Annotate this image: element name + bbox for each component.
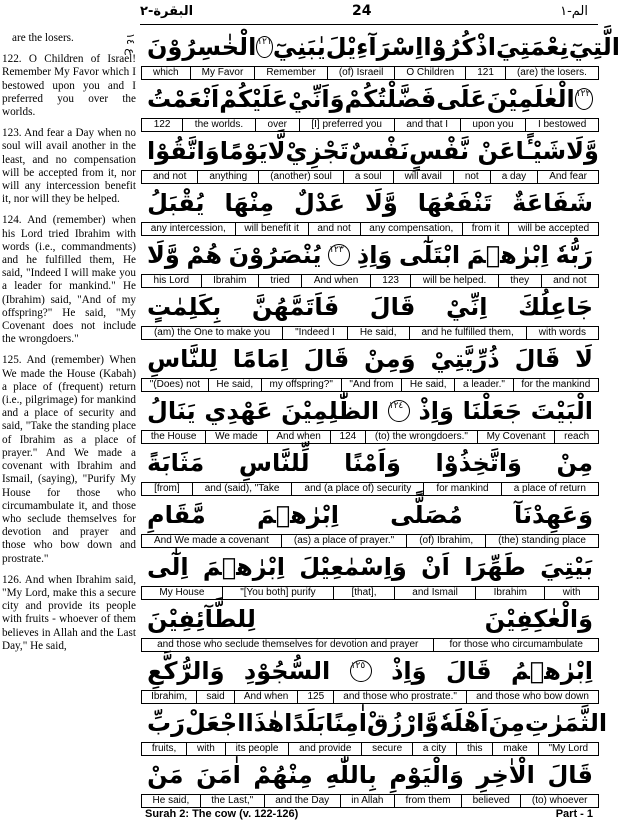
arabic-word: الَّتِيٓ (568, 33, 620, 61)
english-gloss: anything (197, 171, 258, 183)
arabic-word: مِنْهُمْ (253, 761, 313, 789)
arabic-word: وَاِسْمٰعِيْلَ (299, 553, 407, 581)
english-gloss: Remember (254, 67, 327, 79)
english-gloss: a city (412, 743, 456, 755)
arabic-word: تَنْفَعُهَا (417, 189, 493, 217)
english-gloss: [I] preferred you (299, 119, 394, 131)
arabic-word: ابْتَلٰٓى (399, 241, 461, 269)
english-gloss: tried (258, 275, 301, 287)
arabic-word: الْبَيْتَ (530, 397, 593, 425)
ruku-marker: ع ١٤ (124, 33, 137, 55)
arabic-word: الْخٰسِرُوْنَ (147, 33, 257, 61)
english-gloss: over (255, 119, 299, 131)
word-by-word-grid (141, 28, 620, 808)
english-gloss: will be accepted (508, 223, 598, 235)
english-gloss: will avail (393, 171, 453, 183)
english-gloss: 123 (370, 275, 411, 287)
arabic-word: بَيْتِيَ (540, 553, 593, 581)
arabic-word: الْاٰخِرِ (476, 761, 535, 789)
arabic-line (141, 704, 608, 742)
english-gloss: and those who bow down (466, 691, 598, 703)
english-gloss: 122 (153, 119, 171, 130)
arabic-line (141, 496, 599, 534)
arabic-word: وَاَنِّيْ (288, 85, 345, 113)
ayah-number-marker: ١٢١ (256, 36, 273, 58)
arabic-word: رَبِّ (147, 709, 185, 737)
header-divider (140, 24, 598, 25)
english-gloss-line (141, 794, 599, 808)
arabic-line (141, 600, 599, 638)
english-gloss: (as) a place of prayer." (281, 535, 406, 547)
english-gloss: any compensation, (360, 223, 462, 235)
arabic-word: هُمْ (186, 241, 222, 269)
arabic-word: لِلنَّاسِ (147, 345, 218, 373)
english-gloss: this (456, 743, 492, 755)
english-gloss-line (141, 378, 599, 392)
english-gloss: Ibrahim, (151, 691, 188, 702)
arabic-word: لِّلنَّاسِ (238, 449, 310, 477)
english-gloss: And when (267, 431, 330, 443)
arabic-word: اٰمِنًا (325, 709, 367, 737)
arabic-word: يُنْصَرُوْنَ (228, 241, 322, 269)
arabic-word: قَالَ (547, 761, 593, 789)
english-gloss: 121 (465, 67, 505, 79)
english-gloss-line (141, 170, 599, 184)
english-gloss: said (196, 691, 234, 703)
english-gloss: and he fulfilled them, (409, 327, 526, 339)
translation-continuation: are the losers. (12, 32, 74, 44)
arabic-word: فَضَّلْتُكُمْ (344, 85, 437, 113)
english-gloss-line (141, 430, 599, 444)
english-gloss: 125 (297, 691, 333, 703)
english-gloss: and those who seclude themselves for devotion and prayer (157, 639, 419, 650)
arabic-line (141, 392, 599, 430)
english-gloss: [that], (333, 587, 394, 599)
arabic-word: مِنْهَا (224, 189, 275, 217)
arabic-word: نِعْمَتِيَ (495, 33, 569, 61)
english-gloss: and those who prostrate." (333, 691, 466, 703)
arabic-line (141, 444, 599, 482)
arabic-word: جَعَلْنَا (462, 397, 523, 425)
english-gloss: Ibrahim (201, 275, 258, 287)
arabic-word: اِسْرَآءِيْلَ (325, 33, 424, 61)
arabic-word: شَيْـًٔا (515, 137, 567, 165)
arabic-line (141, 132, 599, 170)
english-gloss: (of) Ibrahim, (406, 535, 485, 547)
english-gloss-line (141, 482, 599, 496)
english-gloss: for mankind (423, 483, 500, 495)
english-gloss: with words (526, 327, 598, 339)
english-gloss: (am) the One to make you (153, 327, 271, 338)
english-gloss: He said, (152, 795, 190, 806)
arabic-word: مَنْ (147, 761, 184, 789)
arabic-word: الْعٰلَمِيْنَ (486, 85, 575, 113)
english-gloss: reach (554, 431, 598, 443)
english-gloss: from them (394, 795, 461, 807)
arabic-word: عَهْدِي (204, 397, 273, 425)
arabic-word: اَنْ (421, 553, 450, 581)
english-gloss: My House (159, 587, 205, 598)
arabic-word: اِبْرٰهٖمُ (510, 657, 593, 685)
english-gloss: Ibrahim (475, 587, 544, 599)
arabic-line (141, 756, 599, 794)
footer-part: Part - 1 (555, 808, 593, 820)
english-gloss: its people (225, 743, 289, 755)
arabic-word: بَلَدًا (284, 709, 326, 737)
ayah-number-marker: ١٢٣ (328, 244, 350, 266)
arabic-word: وَمِنْ (364, 345, 416, 373)
arabic-word: لِلطَّآئِفِيْنَ (147, 605, 256, 633)
english-gloss: a place of return (501, 483, 598, 495)
arabic-word: قَالَ (445, 657, 492, 685)
arabic-word: مِنْ (556, 449, 593, 477)
english-gloss: And fear (537, 171, 598, 183)
english-gloss: the House (150, 431, 197, 442)
surah-header: البقرة-٢ (140, 4, 194, 19)
english-gloss: and (a place of) security (291, 483, 423, 495)
arabic-word: شَفَاعَةٌ (512, 189, 593, 217)
arabic-word: اِبْرٰهٖمَ (256, 501, 339, 529)
english-gloss: from it (462, 223, 508, 235)
english-gloss: 124 (330, 431, 365, 443)
arabic-word: وَالْيَوْمِ (389, 761, 464, 789)
ayah-number-marker: ١٢٤ (388, 400, 410, 422)
arabic-word: رَبُّهٗ (555, 241, 593, 269)
arabic-word: تَجْزِيْ (285, 137, 349, 165)
english-gloss: (are) the losers. (505, 67, 598, 79)
page-number: 24 (352, 3, 372, 19)
english-gloss: and provide (288, 743, 361, 755)
arabic-line (141, 184, 599, 222)
arabic-word: مَّقَامِ (147, 501, 206, 529)
arabic-word: مَثَابَةً (147, 449, 205, 477)
english-gloss: a leader." (454, 379, 512, 391)
english-gloss: not (453, 171, 490, 183)
arabic-word: وَّلَا (147, 241, 180, 269)
english-gloss: (another) soul (258, 171, 343, 183)
arabic-line (141, 236, 599, 274)
english-gloss: and not (308, 223, 360, 235)
arabic-word: اَهْلَهٗ (439, 709, 489, 737)
arabic-line (141, 340, 599, 378)
english-gloss: and (said), "Take (192, 483, 292, 495)
arabic-word: مِنَ (488, 709, 525, 737)
arabic-word: عَدْلٌ (293, 189, 346, 217)
arabic-word: وَاِذِ (356, 241, 393, 269)
english-gloss: And when (301, 275, 369, 287)
english-gloss: make (492, 743, 537, 755)
translation-column (2, 26, 136, 816)
english-gloss: (of) Israeil (327, 67, 395, 79)
english-gloss: fruits, (151, 743, 177, 754)
english-gloss: We made (205, 431, 266, 443)
arabic-word: لَا (575, 345, 593, 373)
english-gloss: My Favor (190, 67, 255, 79)
arabic-word: اذْكُرُوْا (423, 33, 496, 61)
arabic-word: اجْعَلْ (184, 709, 246, 737)
english-gloss: I bestowed (525, 119, 598, 131)
english-gloss: a day (490, 171, 537, 183)
english-gloss-line (141, 534, 599, 548)
arabic-word: بِكَلِمٰتٍ (147, 293, 222, 321)
arabic-word: بِاللّٰهِ (325, 761, 377, 789)
english-gloss: and that I (394, 119, 460, 131)
english-gloss: in Allah (340, 795, 394, 807)
arabic-line (141, 80, 599, 118)
english-gloss: and not (541, 275, 598, 287)
translation-verse-122: 122. O Children of Israel! Remember My Favor which I bestowed upon you and I preferred you over the worlds. (2, 53, 136, 119)
english-gloss: My Covenant (477, 431, 555, 443)
arabic-word: هٰذَا (245, 709, 285, 737)
juz-header: الم-١ (560, 4, 588, 19)
arabic-word: اِنِّيْ (445, 293, 488, 321)
page-footer (141, 808, 599, 824)
ayah-number-marker: ١٢٢ (575, 88, 593, 110)
arabic-word: اَنْعَمْتُ (147, 85, 220, 113)
arabic-word: وَعَهِدْنَآ (513, 501, 593, 529)
english-gloss: And We made a covenant (153, 535, 269, 546)
arabic-word: قَالَ (303, 345, 350, 373)
english-gloss: [from] (154, 483, 180, 494)
arabic-word: اِبْرٰهٖمَ (466, 241, 549, 269)
arabic-word: قَالَ (514, 345, 561, 373)
arabic-word: يٰبَنِيٓ (272, 33, 326, 61)
arabic-word: وَالرُّكَّعِ (147, 657, 225, 685)
arabic-word: وَّلَا (365, 189, 398, 217)
arabic-word: مُصَلًّى (390, 501, 463, 529)
english-gloss: He said, (347, 327, 409, 339)
arabic-word: يَنَالُ (147, 397, 196, 425)
page-header (140, 2, 598, 24)
english-gloss: "(Does) not (149, 379, 200, 390)
english-gloss-line (141, 586, 599, 600)
english-gloss: will benefit it (235, 223, 308, 235)
arabic-word: عَنْ نَّفْسٍ (408, 137, 516, 165)
english-gloss: And when (234, 691, 298, 703)
translation-verse-123: 123. And fear a Day when no soul will avail another in the least, and no compensation will be accepted from it, nor will any intercession benefit it, nor will they be helped. (2, 127, 136, 206)
arabic-word: نَفْسٌ (348, 137, 409, 165)
english-gloss: (the) standing place (485, 535, 598, 547)
translation-verse-126: 126. And when Ibrahim said, "My Lord, make this a secure city and provide its people with fruits - whoever of them believes in Allah and the Last Day," He said, (2, 573, 136, 652)
footer-surah: Surah 2: The cow (v. 122-126) (145, 808, 299, 820)
arabic-word: الثَّمَرٰتِ (524, 709, 608, 737)
english-gloss: which (152, 67, 179, 78)
arabic-word: عَلَيْكُمْ (219, 85, 289, 113)
english-gloss: and Ismail (394, 587, 475, 599)
arabic-word: عَلَى (436, 85, 487, 113)
arabic-word: وَّارْزُقْ (366, 709, 440, 737)
arabic-word: وَاتَّخِذُوْا (435, 449, 522, 477)
english-gloss-line (141, 638, 599, 652)
english-gloss: He said, (208, 379, 261, 391)
arabic-word: جَاعِلُكَ (518, 293, 593, 321)
arabic-word: اٰمَنَ (196, 761, 241, 789)
english-gloss: He said, (401, 379, 454, 391)
english-gloss-line (141, 118, 599, 132)
arabic-word: فَاَتَمَّهُنَّ (251, 293, 340, 321)
arabic-word: وَاَمْنًا (344, 449, 401, 477)
arabic-word: السُّجُوْدِ (243, 657, 331, 685)
english-gloss: will be helped. (410, 275, 497, 287)
ayah-number-marker: ١٢٥ (350, 660, 372, 682)
english-gloss: secure (361, 743, 412, 755)
arabic-line (141, 28, 620, 66)
english-gloss: with (544, 587, 598, 599)
english-gloss-line (141, 222, 599, 236)
english-gloss: and not (153, 171, 187, 182)
english-gloss: my offspring?" (261, 379, 341, 391)
english-gloss-line (141, 742, 599, 756)
english-gloss-line (141, 690, 599, 704)
arabic-word: قَالَ (369, 293, 416, 321)
arabic-word: يُقْبَلُ (147, 189, 205, 217)
english-gloss: for those who circumambulate (433, 639, 598, 651)
arabic-word: طَهِّرَا (464, 553, 526, 581)
arabic-word: اِبْرٰهٖمَ (202, 553, 285, 581)
arabic-word: وَاِذْ (391, 657, 427, 685)
english-gloss-line (141, 274, 599, 288)
english-gloss: upon you (460, 119, 526, 131)
english-gloss: "My Lord (538, 743, 598, 755)
arabic-word: وَّلَا (566, 137, 599, 165)
english-gloss-line (141, 66, 599, 80)
arabic-word: لَّا (267, 137, 286, 165)
arabic-word: وَالْعٰكِفِيْنَ (484, 605, 593, 633)
arabic-word: وَاِذْ (418, 397, 454, 425)
english-gloss: "And from (341, 379, 402, 391)
english-gloss: (to) the wrongdoers." (365, 431, 477, 443)
english-gloss: "Indeed I (282, 327, 347, 339)
english-gloss: with (186, 743, 225, 755)
english-gloss: "[You both] purify (222, 587, 333, 599)
english-gloss: any intercession, (150, 223, 226, 234)
arabic-word: الظّٰلِمِيْنَ (281, 397, 380, 425)
arabic-line (141, 288, 599, 326)
english-gloss: (to) whoever (520, 795, 598, 807)
english-gloss: they (498, 275, 541, 287)
english-gloss: and the Day (264, 795, 340, 807)
english-gloss: the worlds. (182, 119, 255, 131)
english-gloss: a soul (343, 171, 393, 183)
english-gloss: for the mankind (513, 379, 598, 391)
english-gloss: O Children (394, 67, 465, 79)
translation-verse-125: 125. And (remember) When We made the House (Kabah) a place of (frequent) return (i.e., pilgrimage) for mankind and a place of security and said, "Take the standing place of Ibrahim as a place of prayer." And We made a covenant with Ibrahim and Ismail, (saying), "Purify My House for those who circumambulate it, and those who seclude themselves for devotion and prayer and those who bow down and prostrate." (2, 354, 136, 565)
english-gloss: his Lord (153, 275, 190, 286)
arabic-word: وَاتَّقُوْا (147, 137, 220, 165)
arabic-line (141, 652, 599, 690)
arabic-word: اِلٰٓى (147, 553, 189, 581)
arabic-line (141, 548, 599, 586)
english-gloss: the Last," (200, 795, 264, 807)
arabic-word: ذُرِّيَّتِيْ (430, 345, 500, 373)
arabic-word: اِمَامًا (232, 345, 289, 373)
arabic-word: يَوْمًا (219, 137, 268, 165)
english-gloss: believed (461, 795, 520, 807)
english-gloss-line (141, 326, 599, 340)
translation-verse-124: 124. And (remember) when his Lord tried Ibrahim with words (i.e., commandments) and he fulfilled them, He said, "Indeed I will make you a leader for mankind." He (Ibrahim) said, "And of my offspring?" He said, "My Covenant does not include the wrongdoers." (2, 214, 136, 346)
